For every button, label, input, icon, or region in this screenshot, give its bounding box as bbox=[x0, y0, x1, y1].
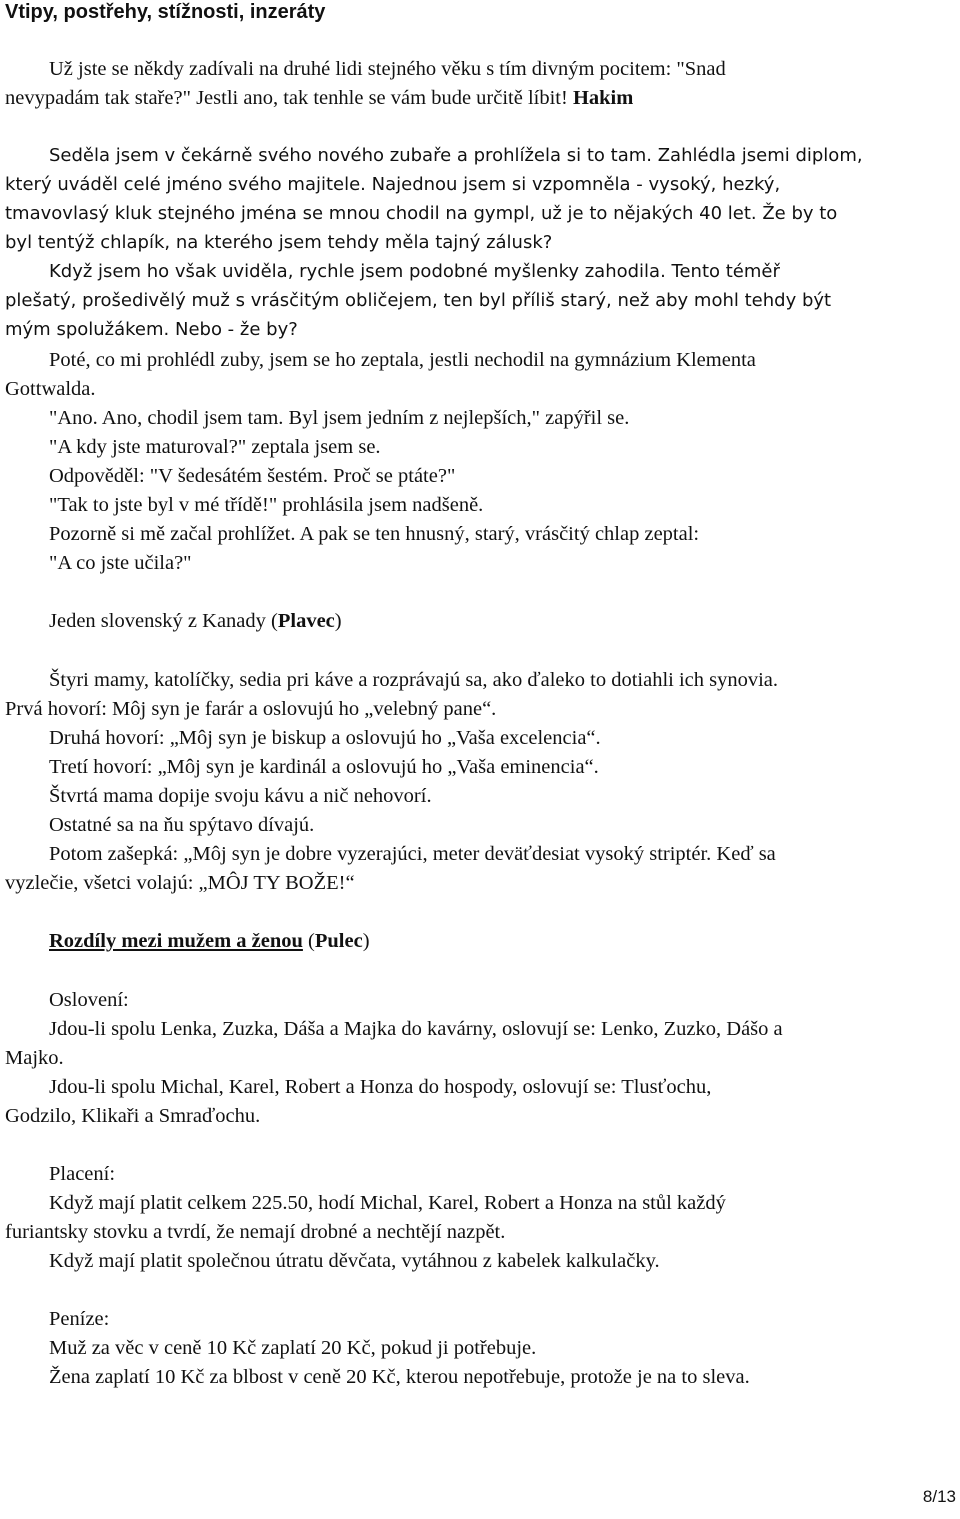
paragraph-line: Když jsem ho však uviděla, rychle jsem podobné myšlenky zahodila. Tento téměř bbox=[49, 261, 780, 282]
page-heading: Vtipy, postřehy, stížnosti, inzeráty bbox=[5, 1, 326, 23]
paragraph-line: Muž za věc v ceně 10 Kč zaplatí 20 Kč, pokud ji potřebuje. bbox=[49, 1337, 537, 1359]
paragraph-line: Štvrtá mama dopije svoju kávu a nič nehovorí. bbox=[49, 785, 432, 807]
paragraph-line: Prvá hovorí: Môj syn je farár a oslovujú ho „velebný pane“. bbox=[5, 698, 497, 720]
paragraph-line: Godzilo, Klikaři a Smraďochu. bbox=[5, 1105, 261, 1127]
paragraph-line: Poté, co mi prohlédl zuby, jsem se ho zeptala, jestli nechodil na gymnázium Klementa bbox=[49, 349, 756, 371]
paragraph-line: "Tak to jste byl v mé třídě!" prohlásila jsem nadšeně. bbox=[49, 494, 484, 516]
author-name: Pulec bbox=[314, 930, 363, 952]
paragraph-line: byl tentýž chlapík, na kterého jsem tehdy měla tajný zálusk? bbox=[5, 232, 553, 253]
paragraph-line: Jdou-li spolu Lenka, Zuzka, Dáša a Majka do kavárny, oslovují se: Lenko, Zuzko, Dášo a bbox=[49, 1018, 783, 1040]
author-name: Plavec bbox=[277, 610, 335, 632]
paragraph-line: Ostatné sa na ňu spýtavo dívajú. bbox=[49, 814, 315, 836]
paragraph-line: Potom zašepká: „Môj syn je dobre vyzerajúci, meter deväťdesiat vysoký striptér. Keď sa bbox=[49, 843, 776, 865]
paragraph-line: plešatý, prošedivělý muž s vrásčitým obličejem, ten byl příliš starý, než aby mohl tehdy být bbox=[5, 290, 832, 311]
paragraph-line: Štyri mamy, katolíčky, sedia pri káve a rozprávajú sa, ako ďaleko to dotiahli ich synovia. bbox=[49, 669, 779, 691]
line-text: nevypadám tak staře?" Jestli ano, tak tenhle se vám bude určitě líbit! bbox=[5, 87, 573, 109]
subsection-label: Oslovení: bbox=[49, 989, 129, 1011]
paragraph-line: vyzlečie, všetci volajú: „MÔJ TY BOŽE!“ bbox=[5, 872, 355, 894]
paragraph-line: Odpověděl: "V šedesátém šestém. Proč se ptáte?" bbox=[49, 465, 456, 487]
paragraph-line: Už jste se někdy zadívali na druhé lidi stejného věku s tím divným pocitem: "Snad bbox=[49, 58, 726, 80]
paragraph-line: který uváděl celé jméno svého majitele. Najednou jsem si vzpomněla - vysoký, hezký, bbox=[5, 174, 781, 195]
paragraph-line: furiantsky stovku a tvrdí, že nemají drobné a nechtějí nazpět. bbox=[5, 1221, 506, 1243]
paragraph-line: Gottwalda. bbox=[5, 378, 96, 400]
paragraph-line: Jdou-li spolu Michal, Karel, Robert a Honza do hospody, oslovují se: Tlusťochu, bbox=[49, 1076, 712, 1098]
section-title: Jeden slovenský z Kanady (Plavec) bbox=[49, 610, 342, 632]
paragraph-line: mým spolužákem. Nebo - že by? bbox=[5, 319, 298, 340]
paragraph-line bbox=[5, 88, 633, 109]
section-title: Rozdíly mezi mužem a ženou (Pulec) bbox=[49, 930, 370, 952]
paragraph-line: Pozorně si mě začal prohlížet. A pak se ten hnusný, starý, vrásčitý chlap zeptal: bbox=[49, 523, 700, 545]
paragraph-line: "Ano. Ano, chodil jsem tam. Byl jsem jedním z nejlepších," zapýřil se. bbox=[49, 407, 630, 429]
paragraph-line: tmavovlasý kluk stejného jména se mnou chodil na gympl, už je to nějakých 40 let. Že by to bbox=[5, 203, 838, 224]
paragraph-line: Druhá hovorí: „Môj syn je biskup a oslovujú ho „Vaša excelencia“. bbox=[49, 727, 601, 749]
paragraph-line: Tretí hovorí: „Môj syn je kardinál a oslovujú ho „Vaša eminencia“. bbox=[49, 756, 599, 778]
paragraph-line: "A co jste učila?" bbox=[49, 552, 192, 574]
paragraph-line: Když mají platit celkem 225.50, hodí Michal, Karel, Robert a Honza na stůl každý bbox=[49, 1192, 726, 1214]
paragraph-line: Seděla jsem v čekárně svého nového zubaře a prohlížela si to tam. Zahlédla jsemi diplom, bbox=[49, 145, 863, 166]
paragraph-line: "A kdy jste maturoval?" zeptala jsem se. bbox=[49, 436, 381, 458]
paragraph-line: Žena zaplatí 10 Kč za blbost v ceně 20 Kč, kterou nepotřebuje, protože je na to sleva. bbox=[49, 1366, 750, 1388]
paragraph-line: Když mají platit společnou útratu děvčata, vytáhnou z kabelek kalkulačky. bbox=[49, 1250, 660, 1272]
subsection-label: Placení: bbox=[49, 1163, 116, 1185]
subsection-label: Peníze: bbox=[49, 1308, 110, 1330]
page-number: 8/13 bbox=[922, 1487, 956, 1506]
author-name: Hakim bbox=[572, 87, 634, 109]
paragraph-line: Majko. bbox=[5, 1047, 64, 1069]
